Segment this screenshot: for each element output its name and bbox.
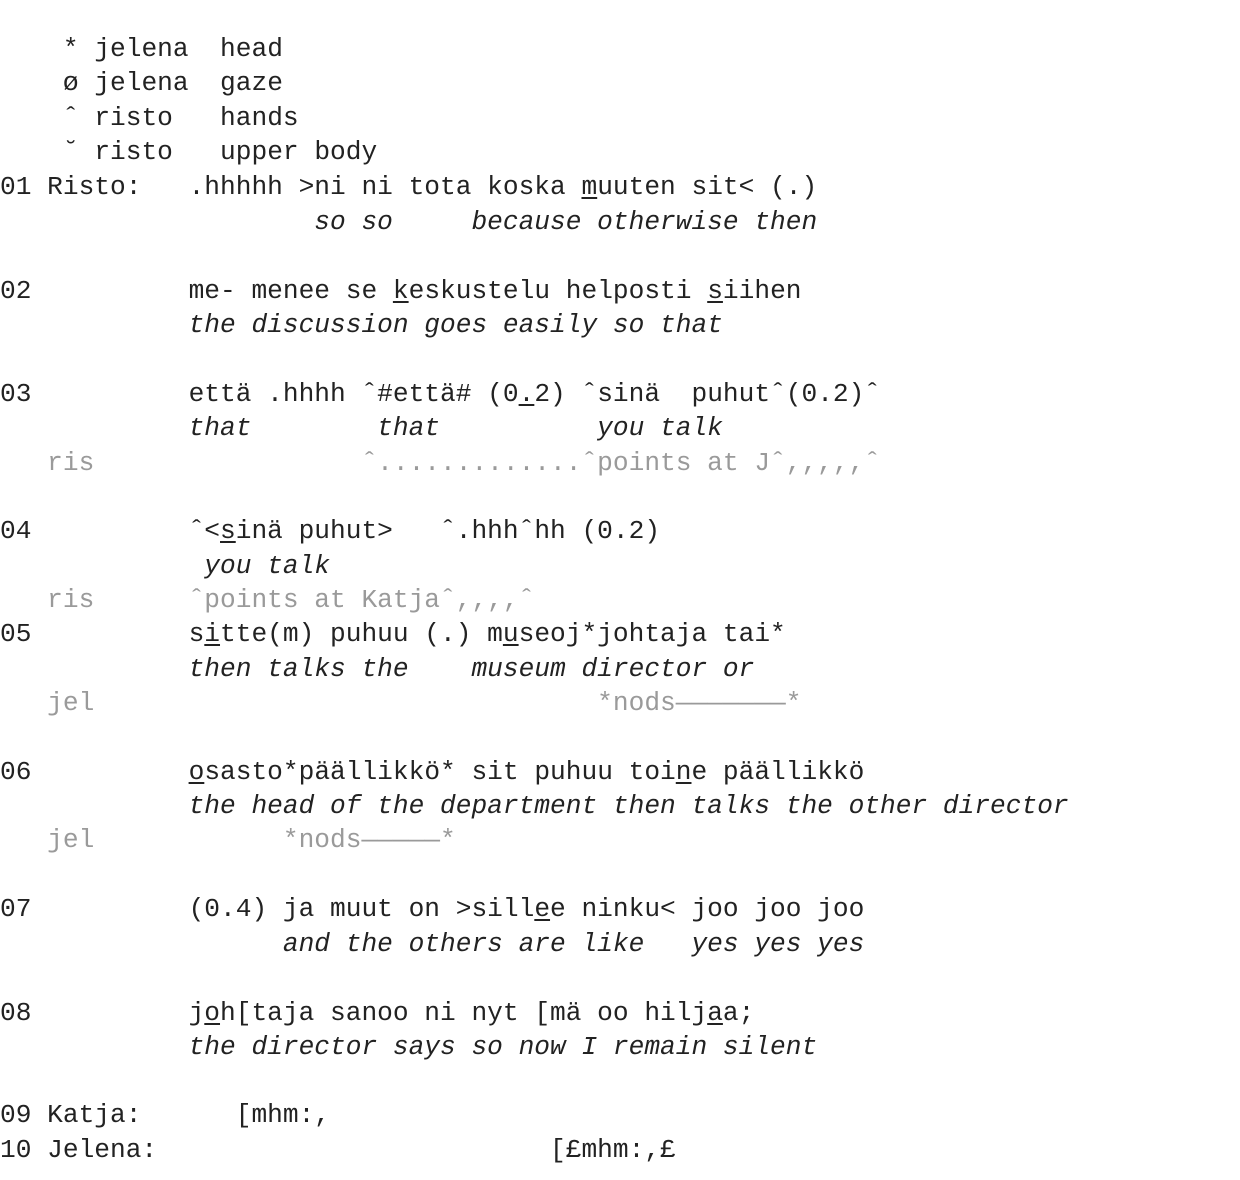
gloss-line-01: so so because otherwise then — [0, 207, 818, 237]
transcript-line-06: 06 osasto*päällikkö* sit puhuu toine päällikkö — [0, 757, 865, 787]
legend-modality: upper body — [220, 137, 378, 167]
legend-symbol: ˆ — [62, 103, 79, 133]
legend-symbol: ø — [62, 68, 79, 98]
gloss-line-05: then talks the museum director or — [0, 654, 755, 684]
legend-row-jelena-gaze — [0, 32, 283, 98]
legend-row-jelena-head — [0, 0, 283, 64]
legend-modality: gaze — [220, 68, 283, 98]
transcript-line-05: 05 sitte(m) puhuu (.) museoj*johtaja tai* — [0, 619, 786, 649]
legend-participant: jelena — [94, 34, 189, 64]
embodied-line-04-risto: ris ˆpoints at Katjaˆ,,,,ˆ — [0, 585, 535, 615]
legend-participant: risto — [94, 103, 173, 133]
gloss-line-02: the discussion goes easily so that — [0, 310, 723, 340]
transcript-line-08: 08 joh[taja sanoo ni nyt [mä oo hiljaa; — [0, 998, 755, 1028]
gloss-line-07: and the others are like yes yes yes — [0, 929, 865, 959]
legend-participant: jelena — [94, 68, 189, 98]
transcript-line-07: 07 (0.4) ja muut on >sillee ninku< joo joo joo — [0, 894, 865, 924]
embodied-line-03-risto: ris ˆ.............ˆpoints at Jˆ,,,,,ˆ — [0, 448, 881, 478]
legend-participant: risto — [94, 137, 173, 167]
transcript-line-03: 03 että .hhhh ˆ#että# (0.2) ˆsinä puhutˆ(0.2)ˆ — [0, 379, 881, 409]
legend-row-risto-hands — [0, 67, 299, 133]
gloss-line-03: that that you talk — [0, 413, 723, 443]
gloss-line-04: you talk — [0, 551, 331, 581]
legend-modality: head — [220, 34, 283, 64]
gloss-line-06: the head of the department then talks the other director — [0, 791, 1069, 821]
gloss-line-08: the director says so now I remain silent — [0, 1032, 818, 1062]
transcript-line-10: 10 Jelena: [£mhm:,£ — [0, 1135, 676, 1165]
transcript-line-02: 02 me- menee se keskustelu helposti siihen — [0, 276, 802, 306]
legend-symbol: * — [62, 34, 79, 64]
legend-row-risto-upper-body — [0, 101, 378, 167]
transcript-line-09: 09 Katja: [mhm:, — [0, 1100, 331, 1130]
legend-symbol: ˘ — [62, 137, 79, 167]
transcript-line-01: 01 Risto: .hhhhh >ni ni tota koska muuten sit< (.) — [0, 172, 818, 202]
embodied-line-05-jelena: jel *nods———————* — [0, 688, 802, 718]
embodied-line-06-jelena: jel *nods—————* — [0, 825, 456, 855]
legend-modality: hands — [220, 103, 299, 133]
transcript-line-04: 04 ˆ<sinä puhut> ˆ.hhhˆhh (0.2) — [0, 516, 661, 546]
